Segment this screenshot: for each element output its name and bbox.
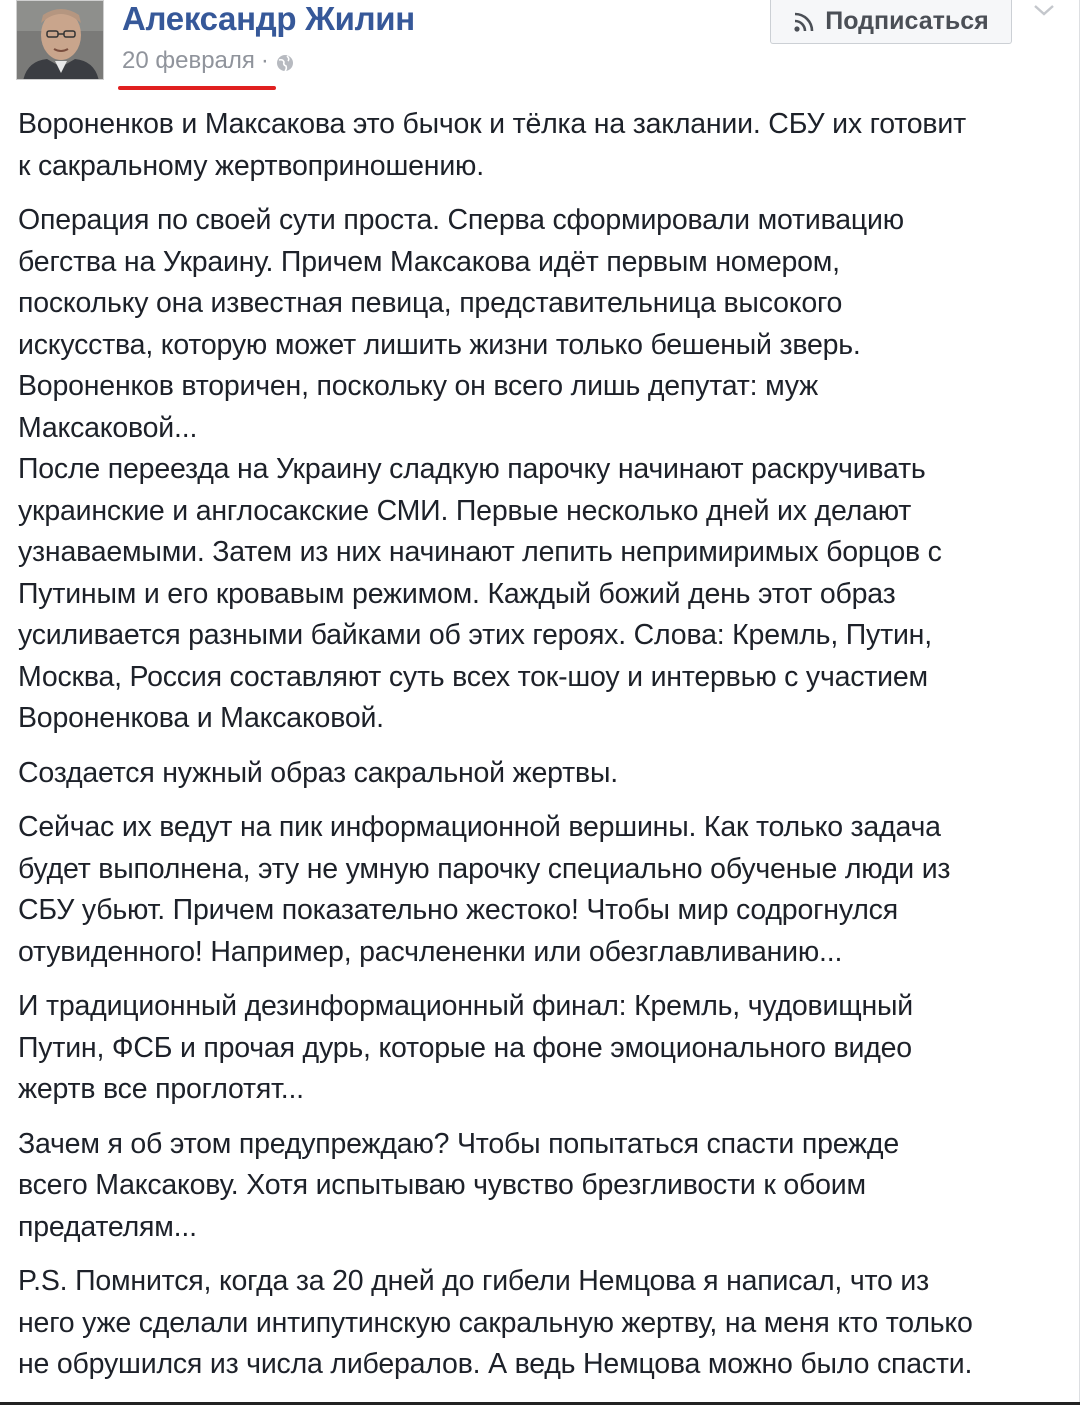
post-paragraph: P.S. Помнится, когда за 20 дней до гибели Немцова я написал, что из него уже сделали интипутинскую сакральную жертву, на меня кто только не обрушился из числа либералов. А ведь Немцова можно было спасти. — [18, 1265, 973, 1380]
post-paragraph: Сейчас их ведут на пик информационной вершины. Как только задача будет выполнена, эту не умную парочку специально обученые люди из СБУ убьют. Причем показательно жестоко! Чтобы мир содрогнулся отувиденного! Например, расчлененки или обезглавливанию... — [18, 811, 951, 968]
globe-icon — [275, 51, 295, 71]
author-name-link[interactable]: Александр Жилин — [122, 0, 415, 37]
post-paragraph: Создается нужный образ сакральной жертвы. — [18, 756, 618, 789]
chevron-down-icon[interactable] — [1030, 0, 1058, 22]
follow-button-label: Подписаться — [825, 7, 989, 35]
post-meta — [122, 46, 295, 76]
post-paragraph: Операция по своей сути проста. Сперва сформировали мотивацию бегства на Украину. Причем Максакова идёт первым номером, поскольку она известная певица, представительница высокого искусства, которую может лишить жизни только бешеный зверь. Вороненков вторичен, поскольку он всего лишь депутат: муж Максаковой... После переезда на Украину сладкую парочку начинают раскручивать украинские и англосакские СМИ. Первые несколько дней их делают узнаваемыми. Затем из них начинают лепить непримиримых борцов с Путиным и его кровавым режимом. Каждый божий день этот образ усиливается разными байками об этих героях. Слова: Кремль, Путин, Москва, Россия составляют суть всех ток-шоу и интервью с участием Вороненкова и Максаковой. — [18, 204, 942, 734]
post-body — [18, 104, 1063, 1399]
avatar[interactable] — [16, 0, 104, 80]
post-paragraph: Зачем я об этом предупреждаю? Чтобы попытаться спасти прежде всего Максакову. Хотя испытываю чувство брезгливости к обоим предателям... — [18, 1127, 899, 1243]
post-paragraph: Вороненков и Максакова это бычок и тёлка на заклании. СБУ их готовит к сакральному жертвоприношению. — [18, 108, 966, 182]
meta-separator: · — [260, 47, 269, 74]
post-paragraph: И традиционный дезинформационный финал: Кремль, чудовищный Путин, ФСБ и прочая дурь, которые на фоне эмоционального видео жертв все проглотят... — [18, 990, 913, 1105]
avatar-photo — [17, 1, 104, 80]
rss-icon — [793, 11, 815, 33]
post-date-link[interactable]: 20 февраля — [122, 47, 255, 74]
date-highlight-underline — [118, 86, 276, 90]
post-header — [0, 0, 1080, 100]
follow-button[interactable] — [770, 0, 1012, 44]
